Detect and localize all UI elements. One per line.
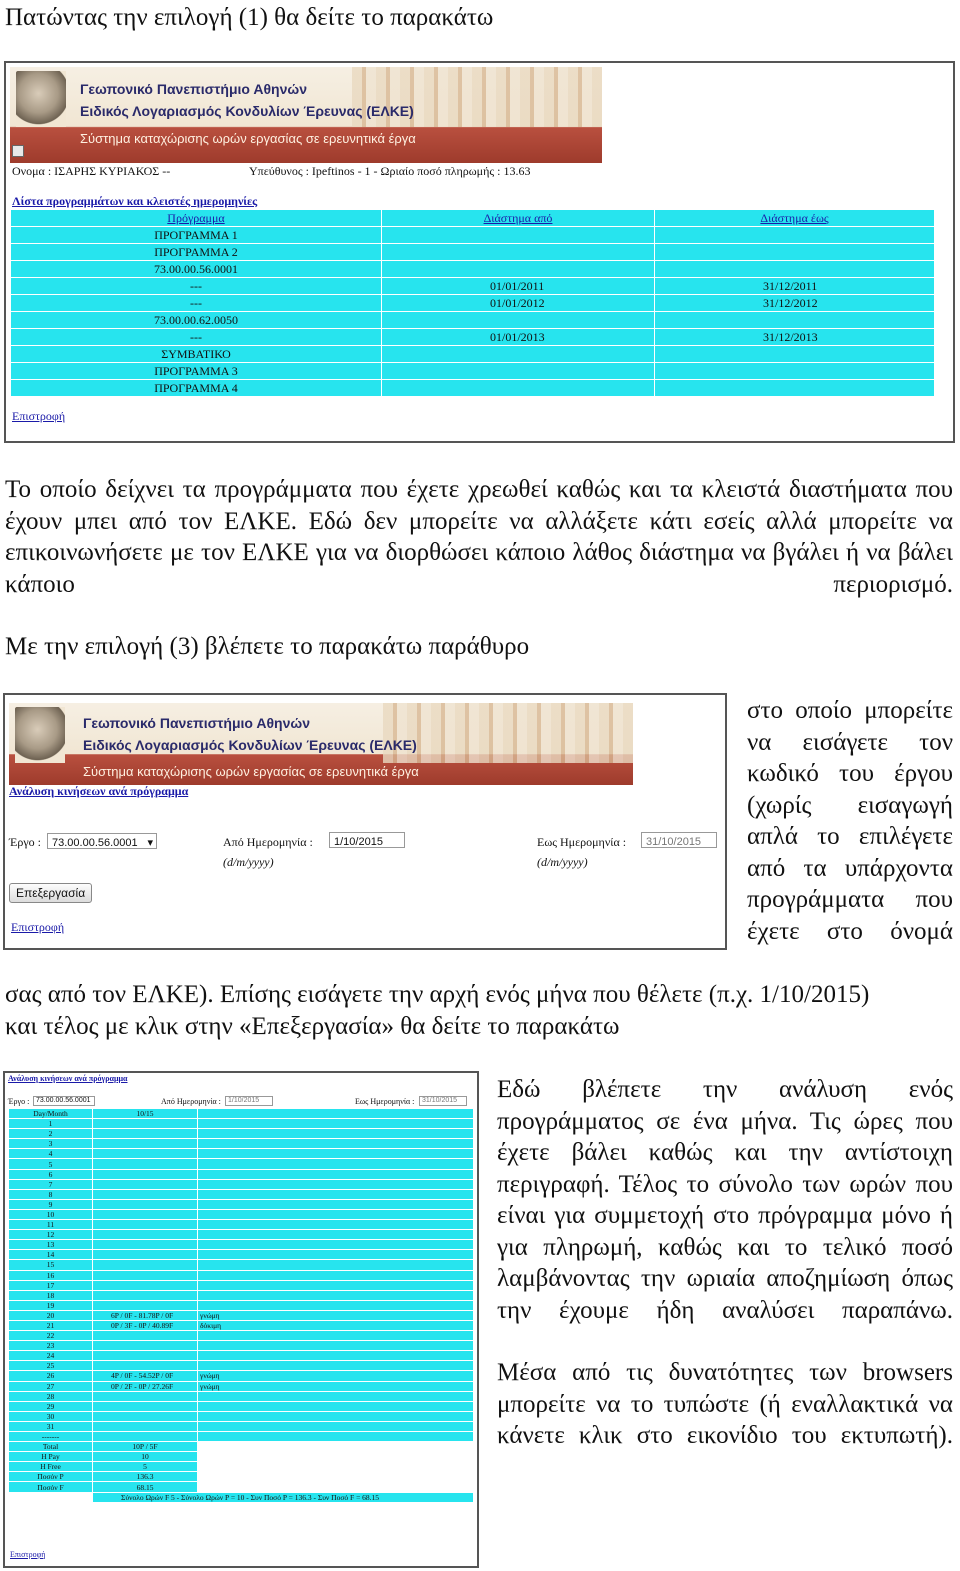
day-cell: 28 [9, 1391, 93, 1401]
program-row [11, 261, 935, 278]
supervisor-rate: Υπεύθυνος : Ipeftinos - 1 - Ωριαίο ποσό πληρωμής : 13.63 [249, 164, 531, 178]
from-label: Από Ημερομηνία : [223, 835, 313, 849]
program-row [11, 380, 935, 397]
university-logo-2 [15, 707, 65, 763]
hours-cell [93, 1401, 198, 1411]
back-link-2[interactable]: Επιστροφή [11, 920, 65, 934]
total-row [9, 1442, 474, 1452]
day-cell: 11 [9, 1220, 93, 1230]
desc-cell [198, 1220, 474, 1230]
ergo-label: Έργο : [9, 835, 41, 849]
ergo-select-value: 73.00.00.56.0001 [52, 837, 138, 849]
day-cell: 7 [9, 1179, 93, 1189]
day-cell: 26 [9, 1371, 93, 1381]
program-cell: ΠΡΟΓΡΑΜΜΑ 2 [11, 244, 382, 261]
day-row [9, 1401, 474, 1411]
from-label-3: Από Ημερομηνία : [161, 1097, 221, 1106]
banner-ornament-2 [383, 703, 633, 763]
desc-cell [198, 1250, 474, 1260]
hours-cell [93, 1250, 198, 1260]
program-cell: ΠΡΟΓΡΑΜΜΑ 3 [11, 363, 382, 380]
desc-cell [198, 1199, 474, 1209]
total-empty [198, 1472, 474, 1482]
from-cell: 01/01/2012 [382, 295, 655, 312]
desc-cell [198, 1341, 474, 1351]
hours-cell [93, 1391, 198, 1401]
to-cell: 31/12/2012 [655, 295, 935, 312]
hours-cell: 0P / 2F - 0P / 27.26F [93, 1381, 198, 1391]
hours-cell: 6P / 0F - 81.78P / 0F [93, 1310, 198, 1320]
desc-cell [198, 1189, 474, 1199]
total-row [9, 1462, 474, 1472]
banner-system-2: Σύστημα καταχώρισης ωρών εργασίας σε ερευνητικά έργα [83, 764, 419, 779]
hours-cell [93, 1179, 198, 1189]
from-cell [382, 312, 655, 329]
total-label: Total [9, 1442, 93, 1452]
hours-cell [93, 1230, 198, 1240]
banner-system: Σύστημα καταχώρισης ωρών εργασίας σε ερευνητικά έργα [80, 131, 416, 146]
program-row [11, 278, 935, 295]
to-format-hint: (d/m/yyyy) [537, 855, 588, 869]
to-cell [655, 312, 935, 329]
hours-cell [93, 1129, 198, 1139]
day-cell: 21 [9, 1320, 93, 1330]
day-row [9, 1240, 474, 1250]
day-cell: 16 [9, 1270, 93, 1280]
from-cell [382, 244, 655, 261]
side-text: στο οποίο μπορείτε να εισάγετε τον κωδικό του έργου (χωρίς εισαγωγή απλά το επιλέγετε από τα υπάρχοντα προγράμματα που έχετε στο όνομά [747, 697, 953, 945]
desc-cell: δόκιμη [198, 1320, 474, 1330]
day-row [9, 1250, 474, 1260]
chevron-down-icon: ▾ [147, 837, 153, 849]
day-cell: 27 [9, 1381, 93, 1391]
total-empty [198, 1482, 474, 1492]
analysis-title: Ανάλυση κινήσεων ανά πρόγραμμα [9, 784, 189, 798]
day-row [9, 1139, 474, 1149]
desc-cell [198, 1139, 474, 1149]
total-value: 10 [93, 1452, 198, 1462]
day-cell: 30 [9, 1411, 93, 1421]
list-title: Λίστα προγραμμάτων και κλειστές ημερομηνίες [12, 194, 258, 208]
program-cell: ΠΡΟΓΡΑΜΜΑ 1 [11, 227, 382, 244]
day-row [9, 1280, 474, 1290]
day-cell: 2 [9, 1129, 93, 1139]
to-cell: 31/12/2011 [655, 278, 935, 295]
to-label-3: Εως Ημερομηνία : [355, 1097, 415, 1106]
day-row [9, 1199, 474, 1209]
desc-cell: γνώμη [198, 1371, 474, 1381]
desc-cell [198, 1270, 474, 1280]
hours-cell [93, 1411, 198, 1421]
hours-cell [93, 1351, 198, 1361]
day-cell: 24 [9, 1351, 93, 1361]
day-row [9, 1371, 474, 1381]
desc-cell [198, 1240, 474, 1250]
to-cell [655, 261, 935, 278]
day-row [9, 1129, 474, 1139]
hours-cell [93, 1159, 198, 1169]
desc-header [198, 1109, 474, 1119]
day-cell: 14 [9, 1250, 93, 1260]
desc-cell [198, 1169, 474, 1179]
from-cell [382, 227, 655, 244]
day-cell: 13 [9, 1240, 93, 1250]
total-label: H Pay [9, 1452, 93, 1462]
program-row [11, 227, 935, 244]
desc-cell [198, 1209, 474, 1219]
hours-cell [93, 1280, 198, 1290]
hours-cell [93, 1331, 198, 1341]
hours-cell [93, 1240, 198, 1250]
col-to[interactable]: Διάστημα έως [655, 210, 935, 227]
side-text-3: Μέσα από τις δυνατότητες των browsers μπορείτε να το τυπώστε (ή εναλλακτικά να κάνετε κλικ στο εικονίδιο του εκτυπωτή). [497, 1359, 953, 1449]
day-cell: 8 [9, 1189, 93, 1199]
total-value: 136.3 [93, 1472, 198, 1482]
day-row [9, 1310, 474, 1320]
day-row [9, 1169, 474, 1179]
from-date-input-3[interactable]: 1/10/2015 [225, 1096, 273, 1106]
program-cell: 73.00.00.62.0050 [11, 312, 382, 329]
total-row [9, 1482, 474, 1492]
from-cell [382, 380, 655, 397]
program-row [11, 346, 935, 363]
day-row [9, 1290, 474, 1300]
program-cell: 73.00.00.56.0001 [11, 261, 382, 278]
day-cell: 19 [9, 1300, 93, 1310]
summary-empty [9, 1492, 93, 1502]
program-cell: --- [11, 295, 382, 312]
total-value: 68.15 [93, 1482, 198, 1492]
hours-cell [93, 1290, 198, 1300]
day-row [9, 1361, 474, 1371]
total-empty [198, 1442, 474, 1452]
desc-cell [198, 1351, 474, 1361]
total-empty [198, 1462, 474, 1472]
desc-cell [198, 1260, 474, 1270]
day-cell: 9 [9, 1199, 93, 1209]
ergo-select[interactable] [47, 833, 157, 849]
total-label: Ποσόν P [9, 1472, 93, 1482]
day-row [9, 1119, 474, 1129]
to-cell [655, 346, 935, 363]
desc-cell [198, 1421, 474, 1431]
elke-banner-2 [9, 703, 633, 785]
desc-cell [198, 1149, 474, 1159]
banner-elke: Ειδικός Λογαριασμός Κονδυλίων Έρευνας (ΕΛΚΕ) [80, 103, 414, 119]
analysis-title-3: Ανάλυση κινήσεων ανά πρόγραμμα [8, 1074, 128, 1083]
hours-cell [93, 1361, 198, 1371]
day-row [9, 1351, 474, 1361]
day-row [9, 1421, 474, 1431]
to-date-input[interactable]: 31/10/2015 [641, 832, 717, 848]
day-cell: 10 [9, 1209, 93, 1219]
day-row [9, 1159, 474, 1169]
hours-cell [93, 1421, 198, 1431]
desc-cell [198, 1391, 474, 1401]
ergo-select-3[interactable]: 73.00.00.56.0001 [33, 1096, 95, 1106]
desc-cell [198, 1290, 474, 1300]
to-cell: 31/12/2013 [655, 329, 935, 346]
to-date-input-3[interactable]: 31/10/2015 [419, 1096, 467, 1106]
hours-cell [93, 1220, 198, 1230]
program-row [11, 295, 935, 312]
day-row [9, 1189, 474, 1199]
day-cell: 1 [9, 1119, 93, 1129]
day-cell: 4 [9, 1149, 93, 1159]
hours-cell [93, 1270, 198, 1280]
intro-text: Πατώντας την επιλογή (1) θα δείτε το παρακάτω [5, 4, 494, 31]
day-row [9, 1341, 474, 1351]
banner-university: Γεωπονικό Πανεπιστήμιο Αθηνών [80, 81, 307, 97]
day-cell: 6 [9, 1169, 93, 1179]
desc-cell [198, 1300, 474, 1310]
paragraph-2: Με την επιλογή (3) βλέπετε το παρακάτω παράθυρο [5, 633, 530, 660]
day-row [9, 1149, 474, 1159]
day-row [9, 1331, 474, 1341]
desc-cell [198, 1119, 474, 1129]
col-program[interactable]: Πρόγραμμα [11, 210, 382, 227]
program-cell: ΣΥΜΒΑΤΙΚΟ [11, 346, 382, 363]
total-value: 10P / 5F [93, 1442, 198, 1452]
day-row [9, 1209, 474, 1219]
day-cell: 20 [9, 1310, 93, 1320]
day-month-header: Day/Month [9, 1109, 93, 1119]
summary-row [9, 1492, 474, 1502]
day-row [9, 1320, 474, 1330]
day-row [9, 1260, 474, 1270]
program-row [11, 244, 935, 261]
program-cell: ΠΡΟΓΡΑΜΜΑ 4 [11, 380, 382, 397]
program-cell: --- [11, 329, 382, 346]
hours-cell [93, 1199, 198, 1209]
day-cell: 5 [9, 1159, 93, 1169]
program-list-screenshot [4, 61, 955, 443]
from-cell: 01/01/2013 [382, 329, 655, 346]
total-label: H Free [9, 1462, 93, 1472]
hours-cell [93, 1300, 198, 1310]
from-cell [382, 346, 655, 363]
from-date-input[interactable]: 1/10/2015 [329, 832, 405, 848]
desc-cell [198, 1432, 474, 1442]
desc-cell [198, 1179, 474, 1189]
day-row [9, 1220, 474, 1230]
day-row [9, 1270, 474, 1280]
back-link-3[interactable]: Επιστροφή [10, 1550, 46, 1559]
desc-cell [198, 1129, 474, 1139]
hours-cell: 4P / 0F - 54.52P / 0F [93, 1371, 198, 1381]
day-row [9, 1432, 474, 1442]
back-link[interactable]: Επιστροφή [12, 409, 66, 423]
analysis-form-screenshot [3, 693, 727, 950]
day-cell: 18 [9, 1290, 93, 1300]
total-row [9, 1472, 474, 1482]
university-logo [16, 71, 66, 127]
hours-cell [93, 1149, 198, 1159]
summary-value: 5 - Σύνολο Ωρών P = 10 - Συν Ποσό P = 136.3 - Συν Ποσό F = 68.15 [171, 1492, 380, 1502]
program-table [10, 209, 935, 397]
from-format-hint: (d/m/yyyy) [223, 855, 274, 869]
paragraph-3a: σας από τον ΕΛΚΕ). Επίσης εισάγετε την αρχή ενός μήνα που θέλετε (π.χ. 1/10/2015) [5, 981, 870, 1008]
side-text-2: Εδώ βλέπετε την ανάλυση ενός προγράμματος σε ένα μήνα. Τις ώρες που έχετε βάλει καθώς και την αντίστοιχη περιγραφή. Τέλος το σύνολο των ωρών που είναι για συμμετοχή στο πρόγραμμα μόνο ή για πληρωμή, καθώς και το τελικό ποσό λαμβάνοντας την ωριαία αποζημίωση όπως την έχουμε ήδη αναλύσει παραπάνω. [497, 1076, 953, 1324]
desc-cell: γνώμη [198, 1310, 474, 1320]
total-empty [198, 1452, 474, 1462]
day-row [9, 1300, 474, 1310]
hours-cell [93, 1169, 198, 1179]
day-row [9, 1381, 474, 1391]
monthly-analysis-screenshot [3, 1071, 479, 1568]
user-name: Ονομα : ΙΣΑΡΗΣ ΚΥΡΙΑΚΟΣ -- [12, 164, 171, 178]
hours-cell: 0P / 3F - 0P / 40.89F [93, 1320, 198, 1330]
printer-icon[interactable] [12, 145, 24, 157]
ergo-label-3: Έργο : [8, 1097, 30, 1106]
program-row [11, 329, 935, 346]
paragraph-1: Το οποίο δείχνει τα προγράμματα που έχετε χρεωθεί καθώς και τα κλειστά διαστήματα που έχουν μπει από τον ΕΛΚΕ. Εδώ δεν μπορείτε να αλλάξετε κάτι εσείς αλλά μπορείτε να επικοινωνήσετε με τον ΕΛΚΕ για να διορθώσει κάποιο λάθος διάστημα να βγάλει ή να βάλει κάποιο περιορισμό. [5, 476, 953, 598]
day-row [9, 1230, 474, 1240]
to-cell [655, 380, 935, 397]
banner-university-2: Γεωπονικό Πανεπιστήμιο Αθηνών [83, 715, 310, 731]
day-cell: 3 [9, 1139, 93, 1149]
day-cell: 25 [9, 1361, 93, 1371]
desc-cell [198, 1411, 474, 1421]
to-cell [655, 244, 935, 261]
day-cell: 17 [9, 1280, 93, 1290]
program-row [11, 312, 935, 329]
desc-cell [198, 1331, 474, 1341]
to-cell [655, 227, 935, 244]
hours-cell [93, 1260, 198, 1270]
day-row [9, 1391, 474, 1401]
day-row [9, 1179, 474, 1189]
monthly-table [8, 1108, 474, 1503]
program-cell: --- [11, 278, 382, 295]
desc-cell [198, 1230, 474, 1240]
hours-cell [93, 1432, 198, 1442]
banner-elke-2: Ειδικός Λογαριασμός Κονδυλίων Έρευνας (ΕΛΚΕ) [83, 737, 417, 753]
process-button[interactable]: Επεξεργασία [9, 883, 92, 903]
from-cell [382, 261, 655, 278]
desc-cell [198, 1280, 474, 1290]
col-from[interactable]: Διάστημα από [382, 210, 655, 227]
total-value: 5 [93, 1462, 198, 1472]
day-cell: ------- [9, 1432, 93, 1442]
day-cell: 15 [9, 1260, 93, 1270]
summary-label: Σύνολο Ωρών F [121, 1492, 170, 1502]
day-cell: 29 [9, 1401, 93, 1411]
desc-cell: γνώμη [198, 1381, 474, 1391]
hours-cell [93, 1189, 198, 1199]
hours-cell [93, 1119, 198, 1129]
desc-cell [198, 1361, 474, 1371]
hours-cell [93, 1139, 198, 1149]
day-cell: 22 [9, 1331, 93, 1341]
desc-cell [198, 1159, 474, 1169]
program-row [11, 363, 935, 380]
from-cell: 01/01/2011 [382, 278, 655, 295]
to-label: Εως Ημερομηνία : [537, 835, 627, 849]
from-cell [382, 363, 655, 380]
elke-banner [10, 67, 602, 163]
to-cell [655, 363, 935, 380]
hours-cell [93, 1341, 198, 1351]
month-header: 10/15 [93, 1109, 198, 1119]
day-cell: 23 [9, 1341, 93, 1351]
day-cell: 12 [9, 1230, 93, 1240]
total-row [9, 1452, 474, 1462]
desc-cell [198, 1401, 474, 1411]
paragraph-3b: και τέλος με κλικ στην «Επεξεργασία» θα δείτε το παρακάτω [5, 1013, 620, 1040]
hours-cell [93, 1209, 198, 1219]
day-row [9, 1411, 474, 1421]
summary-cell [93, 1492, 474, 1502]
day-cell: 31 [9, 1421, 93, 1431]
total-label: Ποσόν F [9, 1482, 93, 1492]
